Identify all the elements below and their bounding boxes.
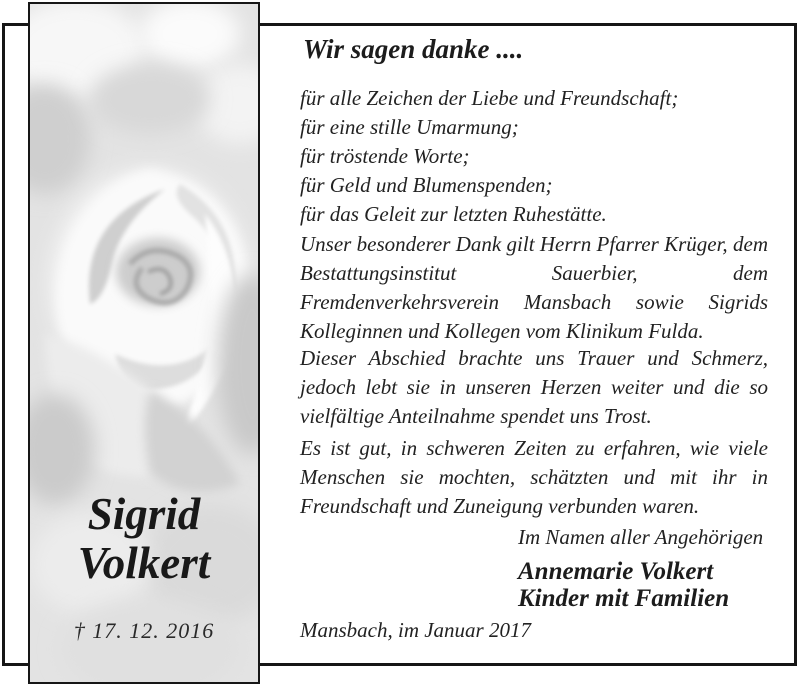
place-date-line: Mansbach, im Januar 2017 xyxy=(300,618,531,642)
signatory-relatives: Kinder mit Familien xyxy=(518,585,730,612)
deceased-first-name: Sigrid xyxy=(87,489,201,539)
death-date: † 17. 12. 2016 xyxy=(73,618,215,643)
signature-block xyxy=(518,524,772,612)
thanks-list xyxy=(300,84,770,229)
paragraph-special-thanks: Unser besonderer Dank gilt Herrn Pfarrer Krüger, dem Bestattungsinstitut Sauerbier, dem Fremdenverkehrsverein Mansbach sowie Sigrids Kolleginnen und Kollegen vom Klinikum Fulda. xyxy=(300,232,768,343)
signatory-name: Annemarie Volkert xyxy=(518,558,714,585)
deceased-name xyxy=(30,490,258,588)
thanks-item: für tröstende Worte; xyxy=(300,144,470,168)
memorial-photo-panel xyxy=(28,2,260,684)
paragraph-grief: Dieser Abschied brachte uns Trauer und Schmerz, jedoch lebt sie in unseren Herzen weiter und die so vielfältige Anteilnahme spendet uns Trost. xyxy=(300,346,768,428)
thanks-item: für das Geleit zur letzten Ruhestätte. xyxy=(300,202,607,226)
headline: Wir sagen danke .... xyxy=(303,34,524,64)
deceased-last-name: Volkert xyxy=(77,538,211,588)
paragraph-gratitude: Es ist gut, in schweren Zeiten zu erfahren, wie viele Menschen sie mochten, schätzten und mit ihr in Freundschaft und Zuneigung verbunden waren. xyxy=(300,436,768,518)
closing-line: Im Namen aller Angehörigen xyxy=(518,525,764,549)
thanks-item: für eine stille Umarmung; xyxy=(300,115,519,139)
thanks-item: für Geld und Blumenspenden; xyxy=(300,173,553,197)
thanks-item: für alle Zeichen der Liebe und Freundschaft; xyxy=(300,86,679,110)
